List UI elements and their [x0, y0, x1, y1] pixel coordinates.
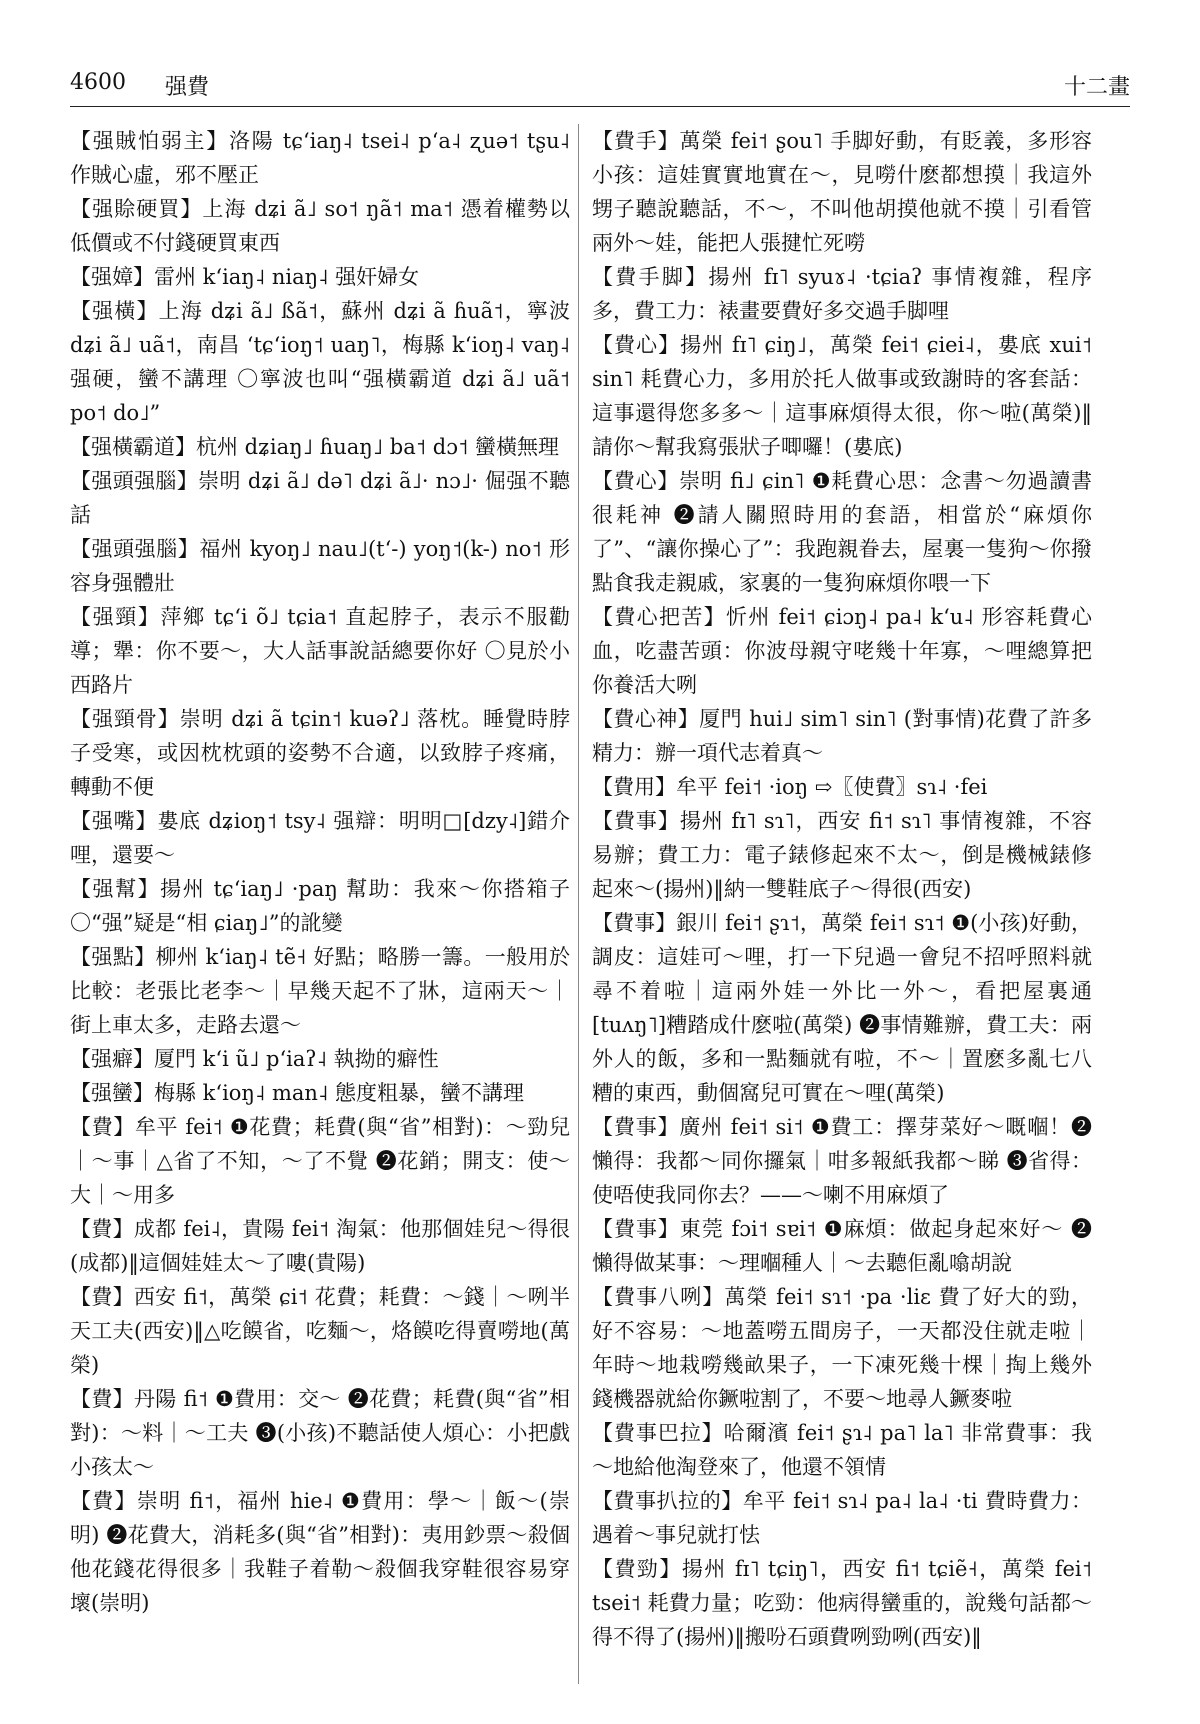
dictionary-entry: 【强頭强腦】福州 kyoŋ˩ nau˩(tʻ-) yoŋ˦(k-) no˦ 形容身强體壯: [70, 537, 570, 595]
left-column: [70, 124, 570, 1620]
header-rule: [70, 106, 1130, 107]
dictionary-entry: 【强頸】萍鄉 tɕʻi õ˩ tɕia˦ 直起脖子，表示不服勸導；犟：你不要～，大人話事說話總要你好 〇見於小西路片: [70, 605, 570, 697]
dictionary-entry: 【費心】崇明 fi˩ ɕin˥ ❶耗費心思：念書～勿過讀書很耗神 ❷請人關照時用的套語，相當於“麻煩你了”、“讓你操心了”：我跑親眷去，屋裏一隻狗～你撥點食我走親戚，家裏的一隻狗麻煩你喂一下: [592, 469, 1092, 595]
dictionary-entry: 【費手】萬榮 fei˦ ʂou˥ 手脚好動，有貶義，多形容小孩：這娃實實地實在～，見嘮什麽都想摸｜我這外甥子聽說聽話，不～，不叫他胡摸他就不摸｜引看管兩外～娃，能把人張揵忙死嘮: [592, 129, 1092, 255]
dictionary-entry: 【强蠻】梅縣 kʻioŋ˨ man˨ 態度粗暴，蠻不講理: [70, 1081, 524, 1105]
dictionary-entry: 【費勁】揚州 fɪ˥ tɕiŋ˥，西安 fi˦ tɕiẽ˧，萬榮 fei˦ tsei˦ 耗費力量；吃勁：他病得蠻重的，說幾句話都～得不得了(揚州)‖搬吩石頭費咧勁咧(西安)‖: [592, 1557, 1092, 1649]
dictionary-entry: 【費用】牟平 fei˦ ·ioŋ ⇨〖使費〗sɿ˨ ·fei: [592, 775, 988, 799]
dictionary-entry: 【費事巴拉】哈爾濱 fei˦ ʂɿ˨ pa˥ la˥ 非常費事：我～地給他淘登來了，他還不領情: [592, 1421, 1092, 1479]
page-number: 4600: [70, 70, 126, 95]
dictionary-entry: 【强點】柳州 kʻiaŋ˨ tẽ˧ 好點；略勝一籌。一般用於比較：老張比老李～｜早幾天起不了牀，這兩天～｜街上車太多，走路去還～: [70, 945, 570, 1037]
dictionary-entry: 【費心神】厦門 hui˩ sim˥ sin˥ (對事情)花費了許多精力：辦一項代志着真～: [592, 707, 1092, 765]
dictionary-entry: 【費心把苦】忻州 fei˦ ɕiɔŋ˨ pa˨ kʻu˨ 形容耗費心血，吃盡苦頭：你波母親守咾幾十年寡，～哩總算把你養活大咧: [592, 605, 1092, 697]
dictionary-entry: 【强嘴】婁底 dʑioŋ˦ tsy˨ 强辯：明明□[dzy˨]錯介哩，還要～: [70, 809, 570, 867]
dictionary-entry: 【費事八咧】萬榮 fei˦ sɿ˦ ·pa ·liɛ 費了好大的勁，好不容易：～地蓋嘮五間房子，一天都没住就走啦｜年時～地栽嘮幾畝果子，一下凍死幾十棵｜掏上幾外錢機器就給你鐝啦割了，不要～地尋人鐝麥啦: [592, 1285, 1092, 1411]
dictionary-entry: 【費】牟平 fei˦ ❶花費；耗費(與“省”相對)：～勁兒｜～事｜△省了不知，～了不覺 ❷花銷；開支：使～大｜～用多: [70, 1115, 570, 1207]
dictionary-entry: 【費】崇明 fi˦，福州 hie˨ ❶費用：學～｜飯～(崇明) ❷花費大，消耗多(與“省”相對)：夷用鈔票～殺個他花錢花得很多｜我鞋子着勒～殺個我穿鞋很容易穿壞(崇明): [70, 1489, 570, 1615]
dictionary-entry: 【强橫霸道】杭州 dʑiaŋ˩ ɦuaŋ˩ ba˦ dɔ˦ 蠻橫無理: [70, 435, 560, 459]
column-divider: [578, 124, 579, 1684]
dictionary-entry: 【費】西安 fi˦，萬榮 ɕi˦ 花費；耗費：～錢｜～咧半天工夫(西安)‖△吃饃省，吃麵～，烙饃吃得賣嘮地(萬榮): [70, 1285, 570, 1377]
right-column: [592, 124, 1092, 1654]
dictionary-entry: 【强幫】揚州 tɕʻiaŋ˩ ·paŋ 幫助：我來～你搭箱子 〇“强”疑是“相 ɕiaŋ˩”的訛變: [70, 877, 570, 935]
dictionary-entry: 【費】丹陽 fi˦ ❶費用：交～ ❷花費；耗費(與“省”相對)：～料｜～工夫 ❸(小孩)不聽話使人煩心：小把戲小孩太～: [70, 1387, 570, 1479]
running-headwords: 强費: [165, 75, 210, 100]
dictionary-entry: 【强賊怕弱主】洛陽 tɕʻiaŋ˨ tsei˨ pʻa˨ ʐuə˦ tʂu˨ 作賊心虛，邪不壓正: [70, 129, 570, 187]
dictionary-entry: 【强賒硬買】上海 dʑi ã˩ so˦ ŋã˦ ma˦ 憑着權勢以低價或不付錢硬買東西: [70, 197, 570, 255]
dictionary-entry: 【强癖】厦門 kʻi ũ˩ pʻiaʔ˨ 執拗的癖性: [70, 1047, 439, 1071]
dictionary-entry: 【强嫜】雷州 kʻiaŋ˨ niaŋ˨ 强奸婦女: [70, 265, 420, 289]
dictionary-entry: 【費】成都 fei˨，貴陽 fei˦ 淘氣：他那個娃兒～得很(成都)‖這個娃娃太～了嘍(貴陽): [70, 1217, 570, 1275]
dictionary-entry: 【費事】東莞 fɔi˦ sɐi˦ ❶麻煩：做起身起來好～ ❷懶得做某事：～理嗰種人｜～去聽佢亂噏胡說: [592, 1217, 1092, 1275]
dictionary-entry: 【費手脚】揚州 fɪ˥ syuɤ˨ ·tɕiaʔ 事情複雜，程序多，費工力：裱畫要費好多交過手脚哩: [592, 265, 1092, 323]
dictionary-entry: 【强頭强腦】崇明 dʑi ã˩ də˥ dʑi ã˩· nɔ˩· 倔强不聽話: [70, 469, 570, 527]
dictionary-entry: 【强頸骨】崇明 dʑi ã tɕin˦ kuəʔ˩ 落枕。睡覺時脖子受寒，或因枕枕頭的姿勢不合適，以致脖子疼痛，轉動不便: [70, 707, 570, 799]
dictionary-entry: 【費心】揚州 fɪ˥ ɕiŋ˩，萬榮 fei˦ ɕiei˨，婁底 xui˦ sin˥ 耗費心力，多用於托人做事或致謝時的客套話：這事還得您多多～｜這事麻煩得太很，你～啦(萬榮)‖請你～幫我寫張狀子唧囉！(婁底): [592, 333, 1092, 459]
dictionary-entry: 【費事扒拉的】牟平 fei˦ sɿ˨ pa˨ la˨ ·ti 費時費力：遇着～事兒就打怯: [592, 1489, 1092, 1547]
dictionary-entry: 【費事】廣州 fei˦ si˦ ❶費工：擇芽菜好～嘅嗰！❷懶得：我都～同你攞氣｜咁多報紙我都～睇 ❸省得：使唔使我同你去？——～喇不用麻煩了: [592, 1115, 1092, 1207]
dictionary-entry: 【强橫】上海 dʑi ã˩ ßã˦，蘇州 dʑi ã ɦuã˦，寧波 dʑi ã˩ uã˦，南昌 ʻtɕʻioŋ˦ uaŋ˥，梅縣 kʻioŋ˨ vaŋ˨ 强硬，蠻不講理 〇寧波也叫“强橫霸道 dʑi ã˩ uã˦ po˦ do˩”: [70, 299, 570, 425]
dictionary-entry: 【費事】揚州 fɪ˥ sɿ˥，西安 fi˦ sɿ˥ 事情複雜，不容易辦；費工力：電子錶修起來不太～，倒是機械錶修起來～(揚州)‖納一雙鞋底子～得很(西安): [592, 809, 1092, 901]
page-header: [70, 70, 1130, 102]
dictionary-entry: 【費事】銀川 fei˦ ʂɿ˦，萬榮 fei˦ sɿ˦ ❶(小孩)好動，調皮：這娃可～哩，打一下兒過一會兒不招呼照料就尋不着啦｜這兩外娃一外比一外～，看把屋裏通[tuʌŋ˥]糟踏成什麽啦(萬榮) ❷事情難辦，費工夫：兩外人的飯，多和一點麵就有啦，不～｜置麽多亂七八糟的東西，動個窩兒可實在～哩(萬榮): [592, 911, 1092, 1105]
stroke-count-section: 十二畫: [1063, 75, 1130, 100]
